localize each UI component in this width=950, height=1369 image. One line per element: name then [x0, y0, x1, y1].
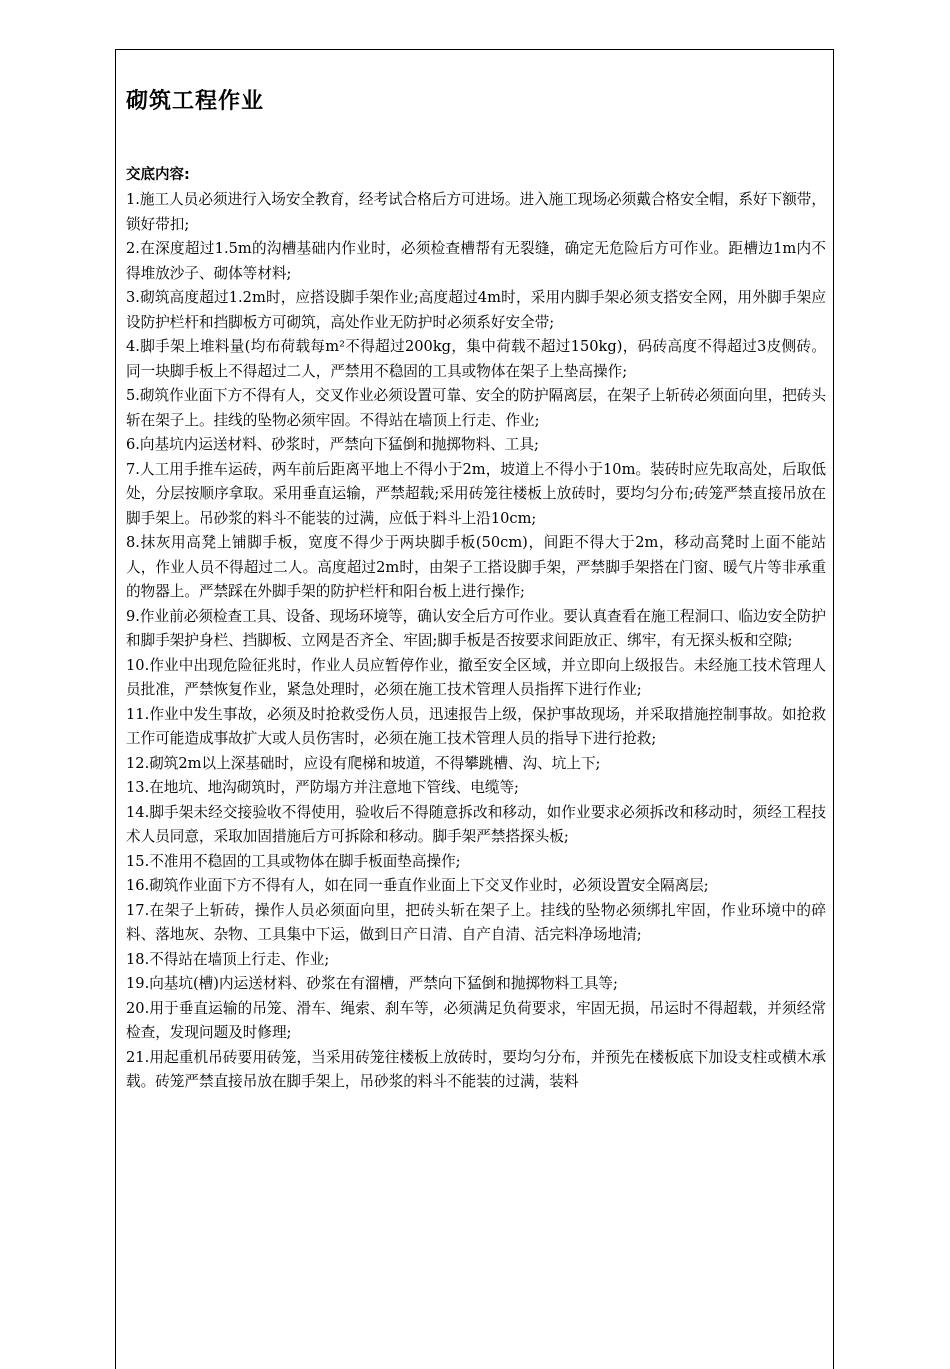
list-item: 6.向基坑内运送材料、砂浆时，严禁向下猛倒和抛掷物料、工具;: [126, 436, 539, 453]
document-title: 砌筑工程作业: [126, 89, 265, 114]
list-item: 3.砌筑高度超过1.2m时，应搭设脚手架作业;高度超过4m时，采用内脚手架必须支搭安全网，用外脚手架应设防护栏杆和挡脚板方可砌筑，高处作业无防护时必须系好安全带;: [126, 289, 826, 331]
list-item: 17.在架子上斩砖，操作人员必须面向里，把砖头斩在架子上。挂线的坠物必须绑扎牢固，作业环境中的碎料、落地灰、杂物、工具集中下运，做到日产日清、自产自清、活完料净场地清;: [126, 901, 826, 943]
list-item: 7.人工用手推车运砖，两车前后距离平地上不得小于2m，坡道上不得小于10m。装砖时应先取高处，后取低处，分层按顺序拿取。采用垂直运输，严禁超载;采用砖笼往楼板上放砖时，要均匀分布;砖笼严禁直接吊放在脚手架上。吊砂浆的料斗不能装的过满，应低于料斗上沿10cm;: [126, 460, 826, 527]
list-item: 1.施工人员必须进行入场安全教育，经考试合格后方可进场。进入施工现场必须戴合格安全帽，系好下额带，锁好带扣;: [126, 191, 826, 233]
document-frame: [115, 49, 834, 1369]
list-item: 16.砌筑作业面下方不得有人，如在同一垂直作业面上下交叉作业时，必须设置安全隔离层;: [126, 877, 709, 894]
list-item: 12.砌筑2m以上深基础时，应设有爬梯和坡道，不得攀跳槽、沟、坑上下;: [126, 754, 601, 772]
list-item: 9.作业前必须检查工具、设备、现场环境等，确认安全后方可作业。要认真查看在施工程洞口、临边安全防护和脚手架护身栏、挡脚板、立网是否齐全、牢固;脚手板是否按要求间距放正、绑牢，有无探头板和空隙;: [126, 607, 826, 649]
list-item: 19.向基坑(槽)内运送材料、砂浆在有溜槽，严禁向下猛倒和抛掷物料工具等;: [126, 975, 618, 992]
list-item: 11.作业中发生事故，必须及时抢救受伤人员，迅速报告上级，保护事故现场，并采取措施控制事故。如抢救工作可能造成事故扩大或人员伤害时，必须在施工技术管理人员的指导下进行抢救;: [126, 705, 826, 747]
section-heading: 交底内容:: [126, 167, 190, 183]
list-item: 21.用起重机吊砖要用砖笼，当采用砖笼往楼板上放砖时，要均匀分布，并预先在楼板底下加设支柱或横木承载。砖笼严禁直接吊放在脚手架上，吊砂浆的料斗不能装的过满，装料: [126, 1048, 826, 1090]
list-item: 18.不得站在墙顶上行走、作业;: [126, 950, 330, 968]
list-item: 20.用于垂直运输的吊笼、滑车、绳索、刹车等，必须满足负荷要求，牢固无损，吊运时不得超载，并须经常检查，发现问题及时修理;: [126, 999, 826, 1041]
list-item: 2.在深度超过1.5m的沟槽基础内作业时，必须检查槽帮有无裂缝，确定无危险后方可作业。距槽边1m内不得堆放沙子、砌体等材料;: [126, 240, 826, 282]
list-item: 4.脚手架上堆料量(均布荷载每m²不得超过200kg，集中荷载不超过150kg)，码砖高度不得超过3皮侧砖。同一块脚手板上不得超过二人，严禁用不稳固的工具或物体在架子上垫高操作;: [126, 338, 826, 380]
list-item: 15.不准用不稳固的工具或物体在脚手板面垫高操作;: [126, 852, 461, 870]
list-item: 14.脚手架未经交接验收不得使用，验收后不得随意拆改和移动，如作业要求必须拆改和移动时，须经工程技术人员同意，采取加固措施后方可拆除和移动。脚手架严禁搭探头板;: [126, 803, 826, 845]
instruction-list: [126, 188, 826, 1095]
list-item: 5.砌筑作业面下方不得有人，交叉作业必须设置可靠、安全的防护隔离层，在架子上斩砖必须面向里，把砖头斩在架子上。挂线的坠物必须牢固。不得站在墙顶上行走、作业;: [126, 387, 826, 429]
list-item: 8.抹灰用高凳上铺脚手板，宽度不得少于两块脚手板(50cm)，间距不得大于2m，移动高凳时上面不能站人，作业人员不得超过二人。高度超过2m时，由架子工搭设脚手架，严禁脚手架搭在门窗、暖气片等非承重的物器上。严禁踩在外脚手架的防护栏杆和阳台板上进行操作;: [126, 534, 826, 600]
list-item: 13.在地坑、地沟砌筑时，严防塌方并注意地下管线、电缆等;: [126, 779, 519, 796]
list-item: 10.作业中出现危险征兆时，作业人员应暂停作业，撤至安全区域，并立即向上级报告。未经施工技术管理人员批准，严禁恢复作业，紧急处理时，必须在施工技术管理人员指挥下进行作业;: [126, 656, 826, 698]
